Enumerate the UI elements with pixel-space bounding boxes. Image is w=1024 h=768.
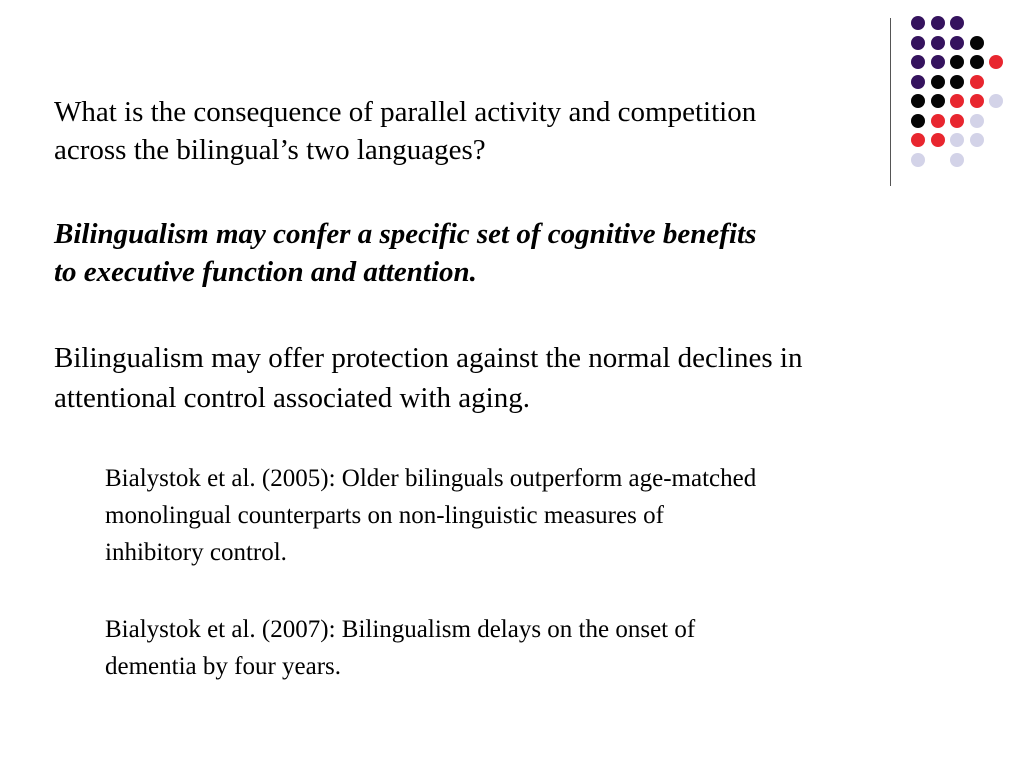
decorative-dot [931,94,945,108]
decorative-dot [970,114,984,128]
decorative-dot [931,16,945,30]
reference-line: Bialystok et al. (2007): Bilingualism delays on the onset of [105,616,696,643]
protection-line: attentional control associated with aging. [54,382,530,414]
claim-line: Bilingualism may confer a specific set of cognitive benefits [54,218,757,250]
decorative-dot [911,114,925,128]
vertical-divider [890,18,891,186]
reference-line: Bialystok et al. (2005): Older bilinguals outperform age-matched [105,465,757,492]
claim-line: to executive function and attention. [54,256,477,288]
decorative-dot [970,36,984,50]
decorative-dot [950,36,964,50]
decorative-dot [970,94,984,108]
decorative-dot [950,133,964,147]
decorative-dot [931,36,945,50]
decorative-dot [911,133,925,147]
claim-text [54,215,756,291]
decorative-dot [950,75,964,89]
decorative-dot [931,133,945,147]
reference-line: monolingual counterparts on non-linguistic measures of [105,502,664,529]
decorative-dot [911,75,925,89]
question-text [54,93,756,169]
decorative-dot [950,94,964,108]
decorative-dot [950,16,964,30]
decorative-dot [989,94,1003,108]
decorative-dot [950,55,964,69]
reference-2007 [105,611,695,685]
protection-line: Bilingualism may offer protection against the normal declines in [54,342,803,374]
decorative-dot [970,133,984,147]
decorative-dot [931,75,945,89]
reference-2005 [105,460,756,571]
decorative-dot [911,16,925,30]
decorative-dot [911,55,925,69]
decorative-dot [911,153,925,167]
reference-line: inhibitory control. [105,539,287,566]
decorative-dot [931,114,945,128]
reference-line: dementia by four years. [105,653,342,680]
question-line: What is the consequence of parallel activity and competition [54,96,757,128]
decorative-dot [970,55,984,69]
decorative-dot [911,36,925,50]
decorative-dot [911,94,925,108]
decorative-dot [950,114,964,128]
question-line: across the bilingual’s two languages? [54,134,486,166]
decorative-dot [989,55,1003,69]
decorative-dot [970,75,984,89]
decorative-dot [950,153,964,167]
protection-text [54,338,802,418]
decorative-dot [931,55,945,69]
